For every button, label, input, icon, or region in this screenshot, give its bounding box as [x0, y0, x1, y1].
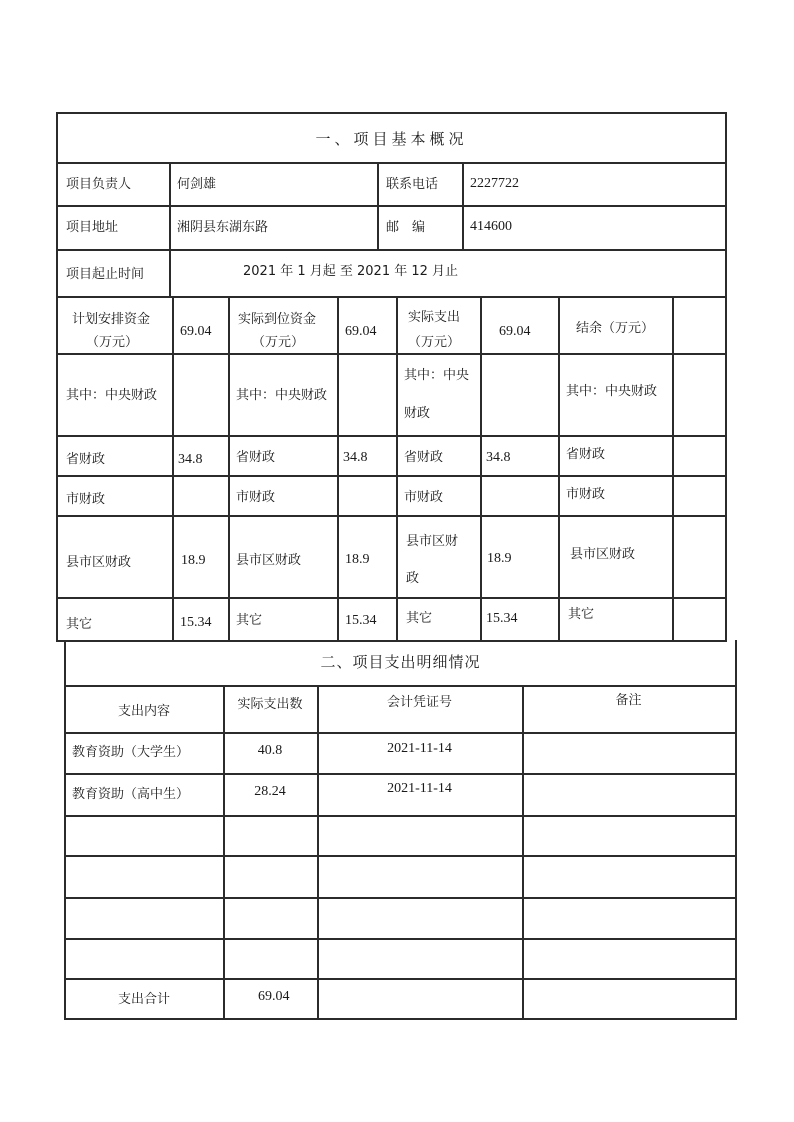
leader-value: 何剑雄	[177, 177, 217, 192]
fund-row-label: 省财政	[236, 450, 276, 465]
fund-row-value: 15.34	[180, 615, 212, 630]
fund-row-value: 15.34	[345, 613, 377, 628]
table-row-content: 教育资助（大学生）	[72, 745, 190, 760]
fund-row-label: 县市区财政	[570, 547, 636, 562]
fund-row-value: 18.9	[487, 551, 512, 566]
fund-row-label: 省财政	[566, 447, 606, 462]
fund-row-label: 市财政	[404, 490, 444, 505]
phone-value: 2227722	[470, 176, 519, 191]
fund-row-label: 其中：中央	[404, 368, 470, 383]
table-row-voucher: 2021-11-14	[387, 781, 452, 796]
received-value: 69.04	[345, 324, 377, 339]
total-value: 69.04	[258, 989, 290, 1004]
spent-value: 69.04	[499, 324, 531, 339]
address-value: 湘阴县东湖东路	[177, 220, 269, 235]
section1-title: 一、项目基本概况	[315, 130, 468, 148]
fund-row-label: 其它	[236, 613, 263, 628]
spent-label: 实际支出	[408, 310, 461, 325]
fund-row-label: 其中：中央财政	[236, 388, 328, 403]
postcode-value: 414600	[470, 219, 512, 234]
fund-row-label: 省财政	[404, 450, 444, 465]
fund-row-label: 其它	[406, 611, 433, 626]
fund-row-label: 其中：中央财政	[66, 388, 158, 403]
fund-row-label: 其它	[66, 617, 93, 632]
col-header-amount: 实际支出数	[237, 697, 303, 712]
period-value: 2021 年 1 月起 至 2021 年 12 月止	[243, 264, 459, 279]
period-label: 项目起止时间	[66, 267, 145, 282]
table-row-voucher: 2021-11-14	[387, 741, 452, 756]
table-row-content: 教育资助（高中生）	[72, 787, 190, 802]
table-row-amount: 40.8	[257, 743, 283, 758]
fund-row-label: 县市区财政	[66, 555, 132, 570]
section2-title: 二、项目支出明细情况	[320, 653, 481, 671]
fund-row-value: 15.34	[486, 611, 518, 626]
fund-row-value: 18.9	[345, 552, 370, 567]
fund-row-label: 县市区财	[406, 534, 459, 549]
received-label: 实际到位资金	[238, 312, 317, 327]
fund-row-label: 市财政	[236, 490, 276, 505]
phone-label: 联系电话	[386, 177, 439, 192]
fund-row-label-wrap: 政	[406, 571, 420, 586]
planned-unit: （万元）	[86, 335, 139, 350]
fund-row-label-wrap: 财政	[404, 406, 431, 421]
fund-row-value: 34.8	[486, 450, 511, 465]
table-row-amount: 28.24	[254, 784, 286, 799]
fund-row-label: 其中：中央财政	[566, 384, 658, 399]
col-header-voucher: 会计凭证号	[386, 695, 452, 710]
fund-row-label: 市财政	[566, 487, 606, 502]
planned-label: 计划安排资金	[72, 312, 151, 327]
total-label: 支出合计	[117, 992, 170, 1007]
fund-row-label: 其它	[568, 607, 595, 622]
fund-row-value: 18.9	[181, 553, 206, 568]
fund-row-label: 市财政	[66, 492, 106, 507]
leader-label: 项目负责人	[66, 177, 132, 192]
fund-row-label: 县市区财政	[236, 553, 302, 568]
postcode-label: 邮 编	[386, 220, 426, 235]
col-header-content: 支出内容	[117, 704, 170, 719]
balance-label: 结余（万元）	[576, 321, 655, 336]
address-label: 项目地址	[66, 220, 119, 235]
planned-value: 69.04	[180, 324, 212, 339]
fund-row-value: 34.8	[178, 452, 203, 467]
spent-unit: （万元）	[408, 335, 461, 350]
col-header-note: 备注	[615, 693, 642, 708]
received-unit: （万元）	[252, 335, 305, 350]
fund-row-value: 34.8	[343, 450, 368, 465]
fund-row-label: 省财政	[66, 452, 106, 467]
